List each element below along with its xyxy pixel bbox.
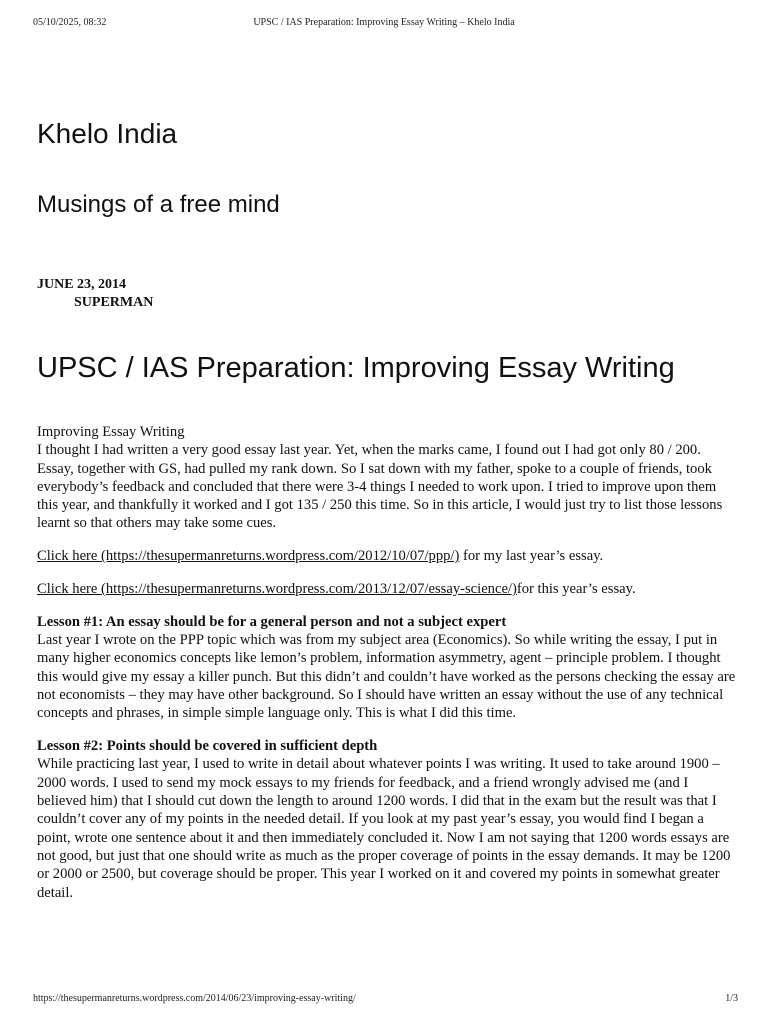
this-year-essay-link[interactable]: Click here (https://thesupermanreturns.wordpress.com/2013/12/07/essay-science/) [37,581,517,598]
print-doc-title: UPSC / IAS Preparation: Improving Essay Writing – Khelo India [253,17,515,28]
last-year-essay-link[interactable]: Click here (https://thesupermanreturns.wordpress.com/2012/10/07/ppp/) [37,548,460,565]
post-author[interactable]: SUPERMAN [74,295,154,310]
print-footer [0,993,768,1007]
site-tagline: Musings of a free mind [37,191,280,218]
post-date[interactable]: JUNE 23, 2014 [37,277,127,292]
link-paragraph-last-year [37,547,737,565]
lesson-2 [37,737,737,902]
lesson-2-heading: Lesson #2: Points should be covered in sufficient depth [37,738,378,755]
lesson-1 [37,613,737,723]
post-title: UPSC / IAS Preparation: Improving Essay Writing [37,352,675,384]
site-title[interactable]: Khelo India [37,118,178,149]
this-year-link-suffix: for this year’s essay. [516,581,636,598]
intro-paragraph [37,423,737,533]
intro-text: I thought I had written a very good essay last year. Yet, when the marks came, I found out I had got only 80 / 200. Essay, together with GS, had pulled my rank down. So I sat down with my father, spoke to a couple of friends, took everybody’s feedback and concluded that there were 3-4 things I needed to work upon. I tried to improve upon them this year, and thankfully it worked and I got 135 / 250 this time. So in this article, I would just try to list those lessons learnt so that others may take some cues. [37,442,723,532]
print-page-number: 1/3 [725,993,738,1004]
lesson-1-heading: Lesson #1: An essay should be for a general person and not a subject expert [37,613,507,630]
print-header [0,17,768,31]
print-url: https://thesupermanreturns.wordpress.com/2014/06/23/improving-essay-writing/ [33,993,356,1004]
post-content [37,423,737,916]
last-year-link-suffix: for my last year’s essay. [459,548,604,565]
post-subtitle: Improving Essay Writing [37,424,185,440]
lesson-2-body: While practicing last year, I used to write in detail about whatever points I was writing. It used to take around 1900 – 2000 words. I used to send my mock essays to my friends for feedback, and a friend wrongly advised me (and I believed him) that I should cut down the length to around 1200 words. I did that in the exam but the result was that I couldn’t cover any of my points in the needed detail. If you look at my past year’s essay, you would find I began a point, wrote one sentence about it and then immediately concluded it. Now I am not saying that 1200 words essays are not good, but just that one should write as much as the proper coverage of points in the essay demands. It may be 1200 or 2000 or 2500, but coverage should be proper. This year I worked on it and covered my points in somewhat greater detail. [37,756,731,901]
lesson-1-body: Last year I wrote on the PPP topic which was from my subject area (Economics). So while writing the essay, I put in many higher economics concepts like lemon’s problem, information asymmetry, agent – principle problem. I thought this would give my essay a killer punch. But this didn’t and couldn’t have worked as the persons checking the essay are not economists – they may have other background. So I should have written an essay without the use of any technical concepts and phrases, in simple simple language only. This is what I did this time. [37,632,736,722]
link-paragraph-this-year [37,580,737,598]
print-date: 05/10/2025, 08:32 [33,17,107,28]
